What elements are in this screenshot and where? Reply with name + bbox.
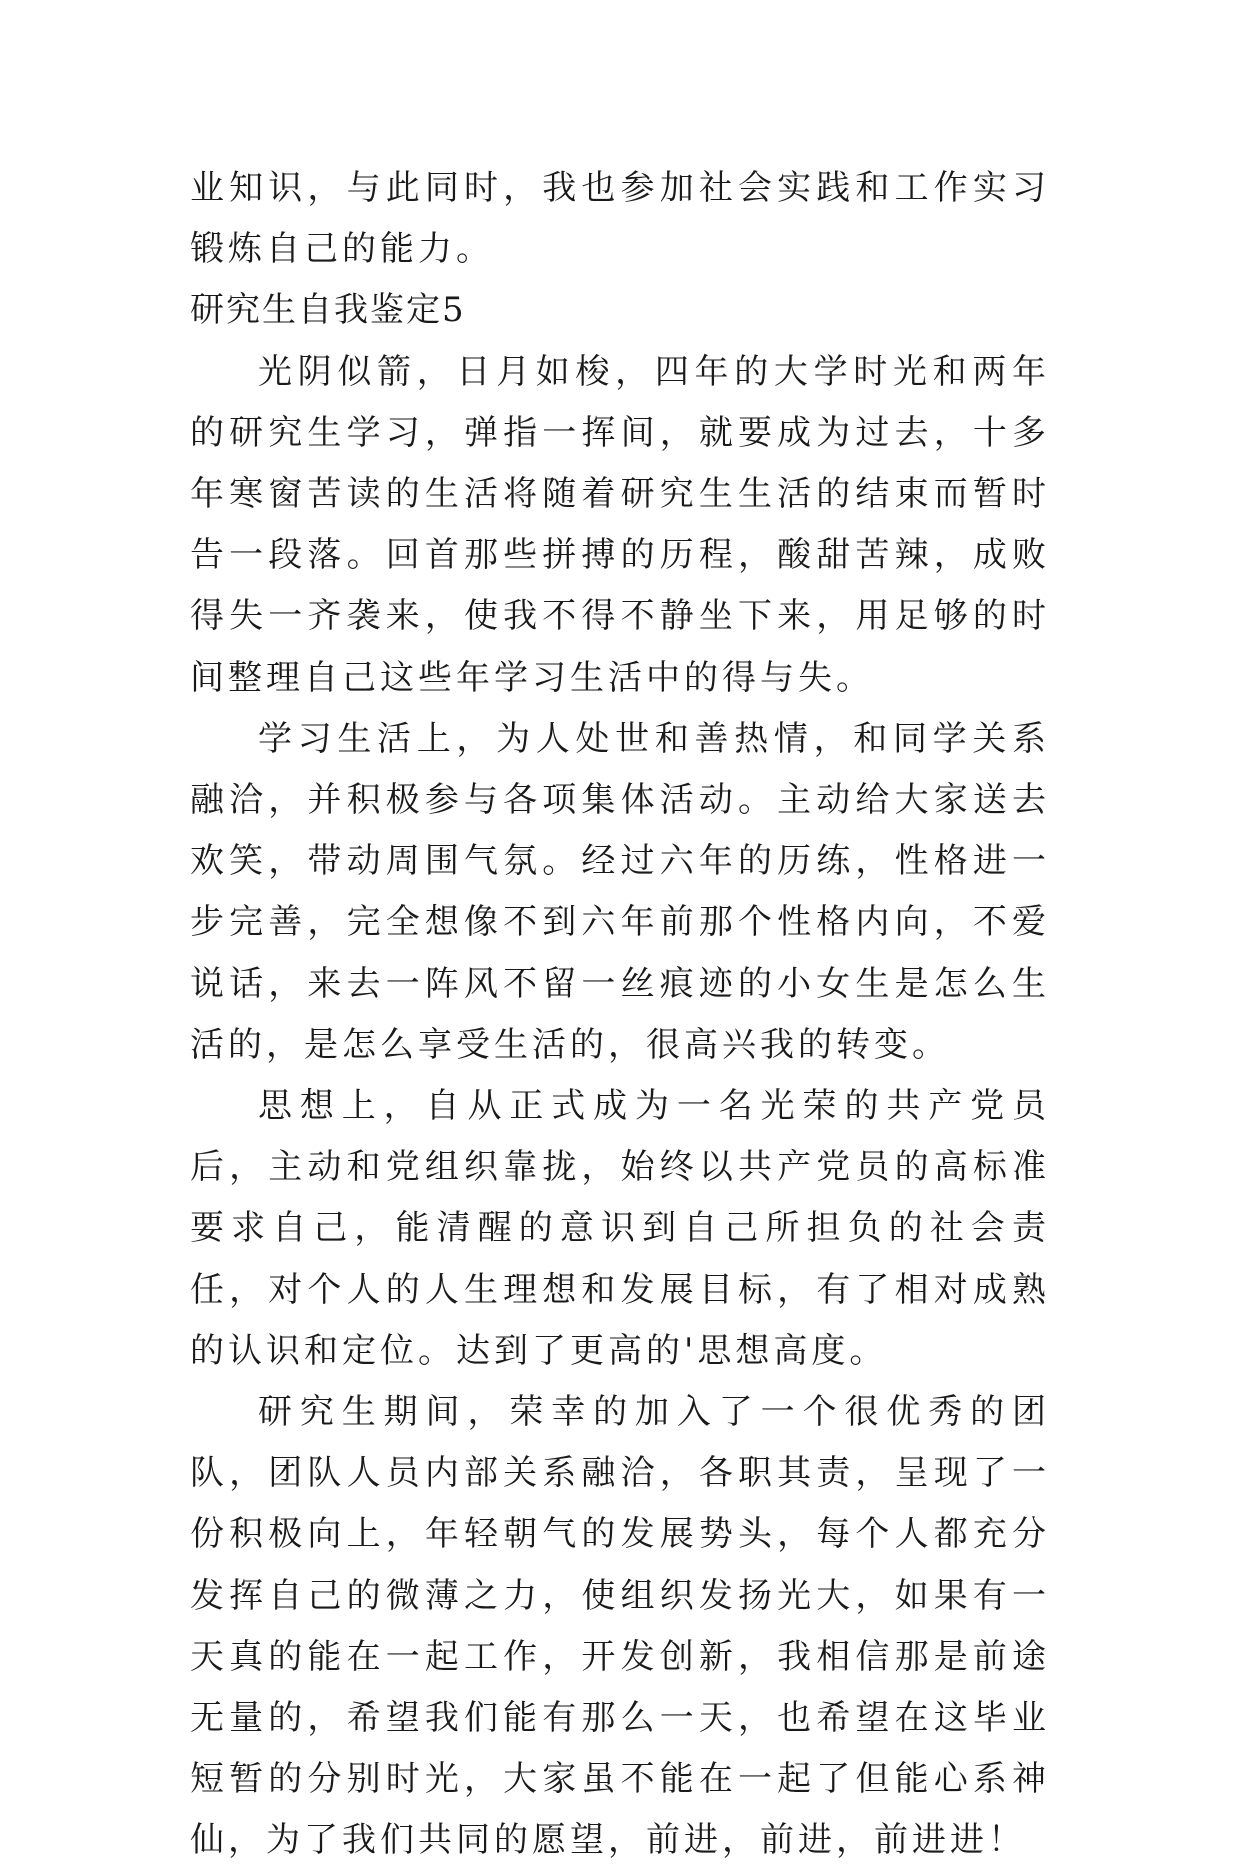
body-paragraph-2: 学习生活上，为人处世和善热情，和同学关系融洽，并积极参与各项集体活动。主动给大家送去欢笑，带动周围气氛。经过六年的历练，性格进一步完善，完全想像不到六年前那个性格内向，不爱说话，来去一阵风不留一丝痕迹的小女生是怎么生活的，是怎么享受生活的，很高兴我的转变。 (190, 718, 1050, 1065)
body-paragraph-4: 研究生期间，荣幸的加入了一个很优秀的团队，团队人员内部关系融洽，各职其责，呈现了一份积极向上，年轻朝气的发展势头，每个人都充分发挥自己的微薄之力，使组织发扬光大，如果有一天真的能在一起工作，开发创新，我相信那是前途无量的，希望我们能有那么一天，也希望在这毕业短暂的分别时光，大家虽不能在一起了但能心系神仙，为了我们共同的愿望，前进，前进，前进进！ (190, 1392, 1050, 1861)
body-paragraph-1: 光阴似箭，日月如梭，四年的大学时光和两年的研究生学习，弹指一挥间，就要成为过去，十多年寒窗苦读的生活将随着研究生生活的结束而暂时告一段落。回首那些拼搏的历程，酸甜苦辣，成败得失一齐袭来，使我不得不静坐下来，用足够的时间整理自己这些年学习生活中的得与失。 (190, 351, 1050, 698)
body-paragraph-3: 思想上，自从正式成为一名光荣的共产党员后，主动和党组织靠拢，始终以共产党员的高标准要求自己，能清醒的意识到自己所担负的社会责任，对个人的人生理想和发展目标，有了相对成熟的认识和定位。达到了更高的'思想高度。 (190, 1086, 1050, 1371)
section-title: 研究生自我鉴定5 (190, 290, 466, 331)
document-body (190, 158, 1050, 1872)
intro-paragraph: 业知识，与此同时，我也参加社会实践和工作实习锻炼自己的能力。 (190, 168, 1050, 270)
